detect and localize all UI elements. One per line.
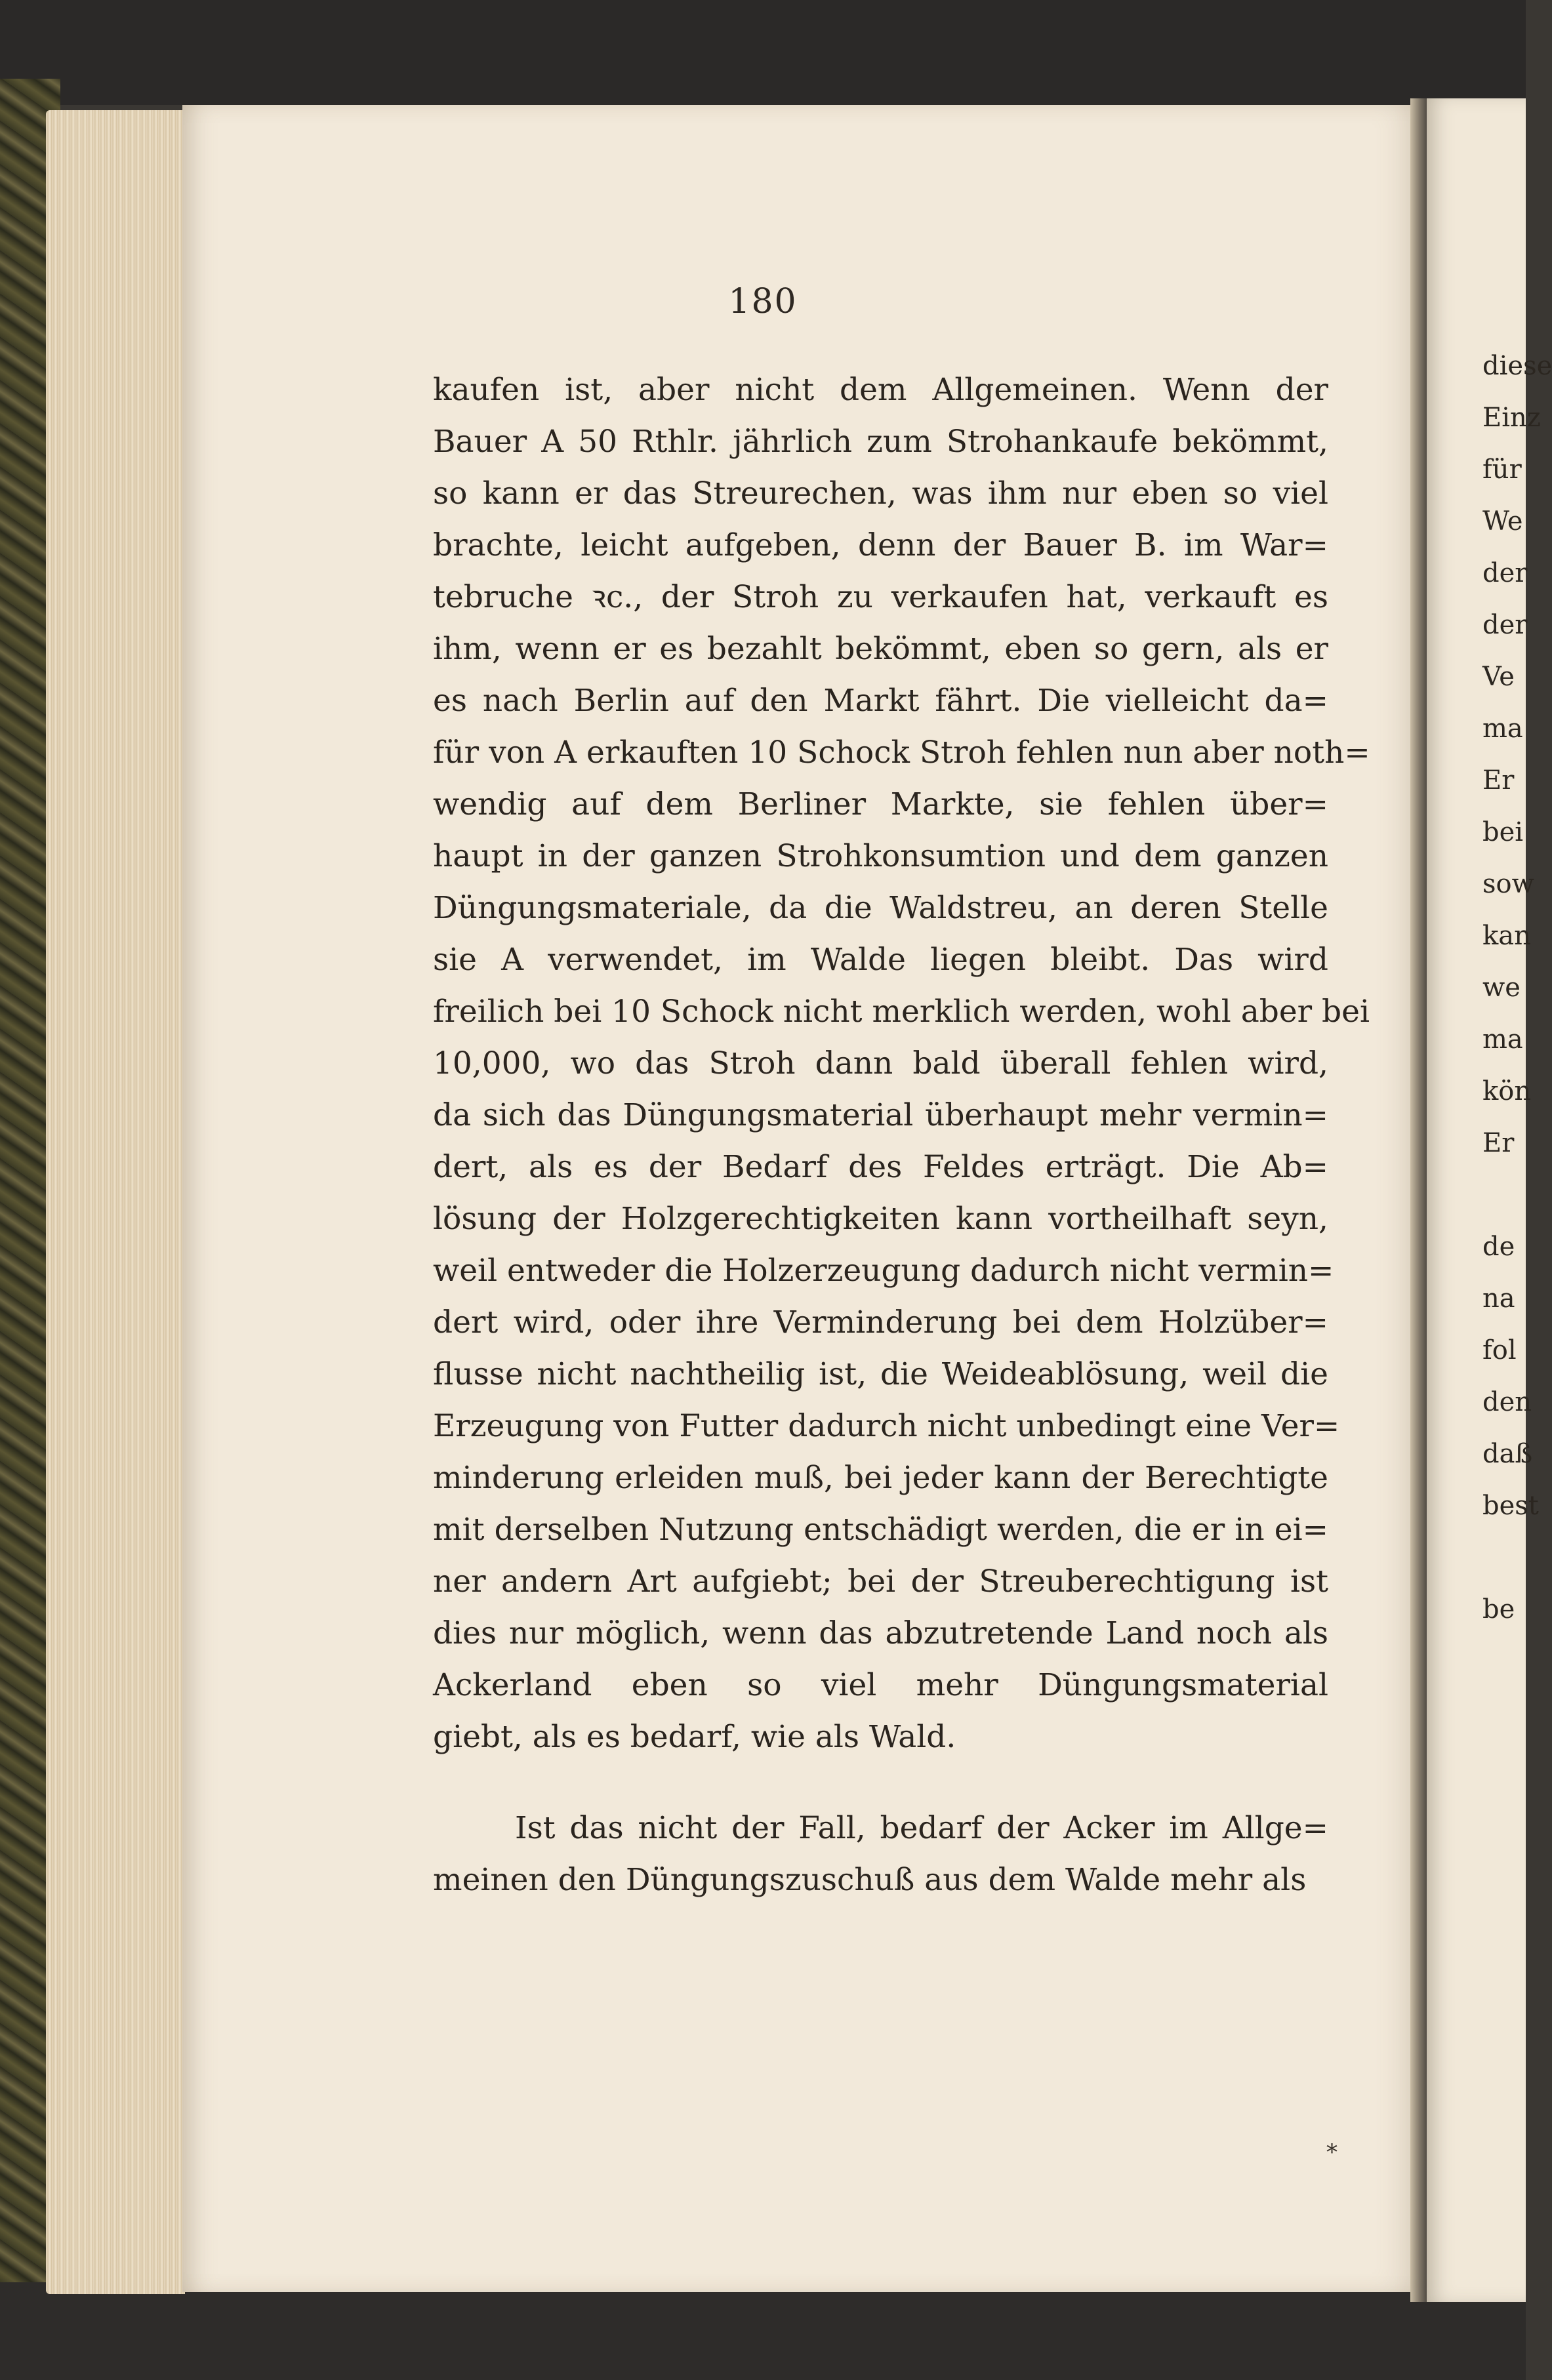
facing-page-fragment: für [1482, 454, 1522, 485]
text-line: mit derselben Nutzung entschädigt werden, die er in ei= [433, 1512, 1328, 1548]
text-line: giebt, als es bedarf, wie als Wald. [433, 1719, 956, 1755]
page-edges [46, 110, 185, 2294]
facing-page-fragment: Er [1482, 1128, 1515, 1158]
text-line: kaufen ist, aber nicht dem Allgemeinen. Wenn der [433, 372, 1328, 408]
text-line: flusse nicht nachtheilig ist, die Weideablösung, weil die [433, 1356, 1328, 1392]
facing-page-fragment: we [1482, 973, 1521, 1003]
text-line: so kann er das Streurechen, was ihm nur eben so viel [433, 475, 1328, 512]
paragraph-2 [433, 1802, 1328, 1906]
text-line: lösung der Holzgerechtigkeiten kann vortheilhaft seyn, [433, 1201, 1328, 1237]
text-line: Ist das nicht der Fall, bedarf der Acker im Allge= [515, 1810, 1328, 1846]
facing-page-fragment: Er [1482, 765, 1515, 796]
facing-page-fragment: den [1482, 1387, 1532, 1417]
text-line: ihm, wenn er es bezahlt bekömmt, eben so gern, als er [433, 631, 1328, 667]
text-line: brachte, leicht aufgeben, denn der Bauer B. im War= [433, 527, 1328, 563]
facing-page-fragment: fol [1482, 1335, 1517, 1365]
text-line: Ackerland eben so viel mehr Düngungsmaterial [433, 1667, 1328, 1703]
facing-page-fragment: der [1482, 558, 1528, 588]
facing-page-fragment: kön [1482, 1076, 1532, 1106]
facing-page-fragment: na [1482, 1283, 1515, 1314]
facing-page-fragment: We [1482, 506, 1523, 536]
facing-page-fragment: sow [1482, 869, 1534, 899]
text-line: Düngungsmateriale, da die Waldstreu, an deren Stelle [433, 890, 1328, 926]
text-line: dies nur möglich, wenn das abzutretende Land noch als [433, 1615, 1328, 1651]
facing-page-fragment: ma [1482, 714, 1523, 744]
printer-ornament: * [1326, 2139, 1338, 2166]
text-line: ner andern Art aufgiebt; bei der Streuberechtigung ist [433, 1563, 1328, 1600]
facing-page-fragment: be [1482, 1594, 1515, 1624]
text-line: dert wird, oder ihre Verminderung bei dem Holzüber= [433, 1304, 1328, 1341]
facing-page-fragment: Ve [1482, 662, 1515, 692]
text-line: da sich das Düngungsmaterial überhaupt mehr vermin= [433, 1097, 1328, 1133]
text-line: für von A erkauften 10 Schock Stroh fehlen nun aber noth= [433, 735, 1370, 771]
facing-page-fragment: daß [1482, 1439, 1533, 1469]
text-line: dert, als es der Bedarf des Feldes erträgt. Die Ab= [433, 1149, 1328, 1185]
facing-page-fragment: Einz [1482, 403, 1541, 433]
facing-page-fragment: best [1482, 1491, 1539, 1521]
facing-page-fragment: der [1482, 610, 1528, 640]
text-line: freilich bei 10 Schock nicht merklich werden, wohl aber bei [433, 994, 1370, 1030]
text-line: haupt in der ganzen Strohkonsumtion und dem ganzen [433, 838, 1328, 874]
text-line: 10,000, wo das Stroh dann bald überall fehlen wird, [433, 1045, 1328, 1081]
facing-page-fragment: de [1482, 1232, 1515, 1262]
text-line: minderung erleiden muß, bei jeder kann der Berechtigte [433, 1460, 1328, 1496]
text-line: es nach Berlin auf den Markt fährt. Die vielleicht da= [433, 683, 1328, 719]
text-line: sie A verwendet, im Walde liegen bleibt. Das wird [433, 942, 1328, 978]
text-line: tebruche ꝛc., der Stroh zu verkaufen hat, verkauft es [433, 579, 1328, 615]
text-line: weil entweder die Holzerzeugung dadurch nicht vermin= [433, 1253, 1334, 1289]
facing-page-fragment: kan [1482, 921, 1531, 951]
page-body [433, 364, 1370, 1906]
background-top [0, 0, 1526, 105]
page-number: 180 [728, 282, 798, 321]
facing-page-fragment: diese [1482, 351, 1552, 381]
paragraph-gap [433, 1763, 1328, 1802]
text-line: meinen den Düngungszuschuß aus dem Walde mehr als [433, 1862, 1307, 1898]
facing-page-fragment: ma [1482, 1024, 1523, 1055]
facing-page-fragment: bei [1482, 817, 1524, 847]
text-line: Bauer A 50 Rthlr. jährlich zum Strohankaufe bekömmt, [433, 424, 1328, 460]
paragraph-1 [433, 364, 1370, 1763]
text-line: wendig auf dem Berliner Markte, sie fehlen über= [433, 786, 1328, 822]
text-line: Erzeugung von Futter dadurch nicht unbedingt eine Ver= [433, 1408, 1340, 1444]
